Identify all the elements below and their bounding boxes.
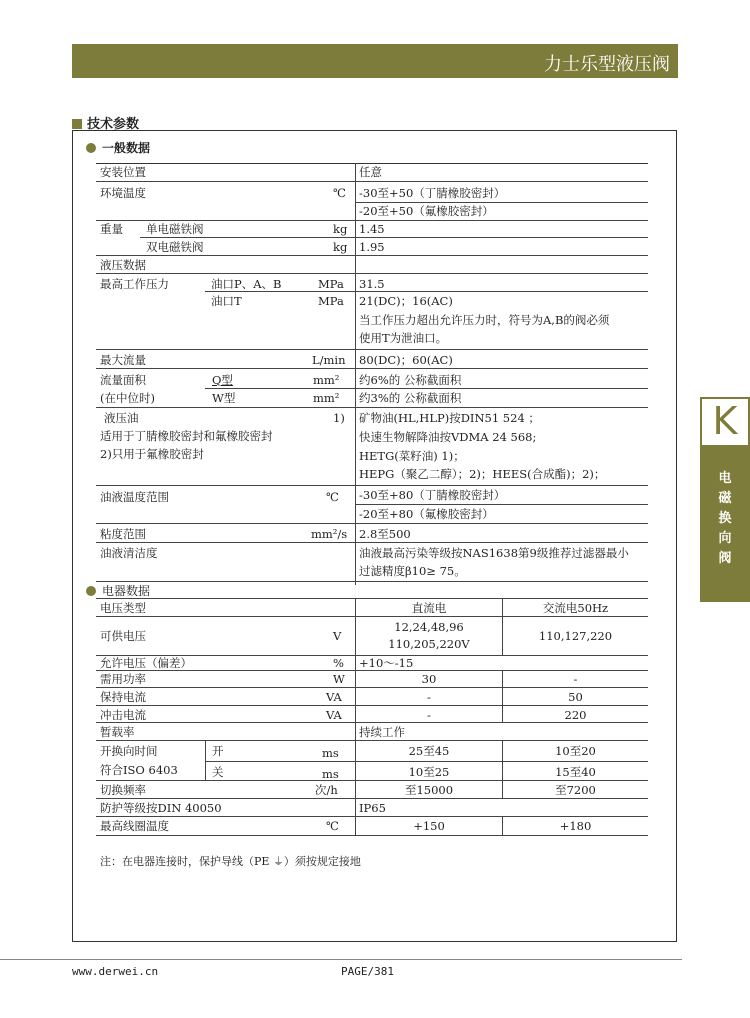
weight-double-label: 双电磁铁阀 xyxy=(146,240,204,254)
inrush-label: 冲击电流 xyxy=(100,708,146,722)
avail-label: 可供电压 xyxy=(100,629,146,643)
fluid-value-2: 快速生物解降油按VDMA 24 568; xyxy=(359,430,537,444)
on-label: 开 xyxy=(212,744,224,758)
oiltemp-value-fkm: -20至+80（氟橡胶密封） xyxy=(359,507,494,521)
footer-website[interactable]: www.derwei.cn xyxy=(72,965,159,978)
on-dc: 25至45 xyxy=(408,744,450,758)
chapter-title: 电 磁 换 向 阀 xyxy=(718,471,732,566)
hold-unit: VA xyxy=(326,690,342,704)
protect-label: 防护等级按DIN 40050 xyxy=(100,801,222,815)
mount-label: 安装位置 xyxy=(100,165,146,179)
power-unit: W xyxy=(333,672,345,686)
maxpress-label: 最高工作压力 xyxy=(100,277,169,291)
w-type-label: W型 xyxy=(212,391,236,405)
footer-page-number: PAGE/381 xyxy=(341,965,394,978)
freq-ac: 至7200 xyxy=(555,783,596,797)
q-type-value: 约6%的 公称截面积 xyxy=(359,373,462,387)
clean-label: 油液清洁度 xyxy=(100,546,158,560)
power-ac: - xyxy=(573,672,578,686)
fluid-value-4: HEPG（聚乙二醇）；2)；HEES(合成酯)；2)； xyxy=(359,467,606,481)
clean-value-2: 过滤精度β10≥ 75。 xyxy=(359,564,466,578)
inrush-unit: VA xyxy=(326,708,342,722)
power-label: 需用功率 xyxy=(100,672,146,686)
off-ac: 15至40 xyxy=(555,765,596,779)
tol-value: +10～-15 xyxy=(359,656,414,670)
hold-label: 保持电流 xyxy=(100,690,146,704)
page-header-bar xyxy=(72,44,678,78)
coiltemp-dc: +150 xyxy=(413,819,445,833)
page-header-title: 力士乐型液压阀 xyxy=(544,54,670,75)
weight-label: 重量 xyxy=(100,222,123,236)
on-ac: 10至20 xyxy=(555,744,596,758)
ground-note: 注：在电器连接时，保护导线（PE ⏚）须按规定接地 xyxy=(100,855,361,868)
weight-unit-single: kg xyxy=(333,222,348,236)
general-heading: 一般数据 xyxy=(86,139,150,156)
w-area-unit: mm² xyxy=(313,391,340,405)
avail-dc-1: 12,24,48,96 xyxy=(394,620,464,634)
clean-value-1: 油液最高污染等级按NAS1638第9级推荐过滤器最小 xyxy=(359,546,629,560)
oiltemp-label: 油液温度范围 xyxy=(100,490,169,504)
maxflow-unit: L/min xyxy=(312,353,346,367)
ambient-value-nbr: -30至+50（丁腈橡胶密封） xyxy=(359,186,506,200)
circle-bullet-icon xyxy=(86,143,96,153)
inrush-dc: - xyxy=(427,708,431,722)
q-type-label: Q型 xyxy=(212,373,233,387)
switch-iso-label: 符合ISO 6403 xyxy=(100,763,178,777)
on-ms-unit: ms xyxy=(322,746,339,760)
maxflow-value: 80(DC)；60(AC) xyxy=(359,353,453,367)
q-area-unit: mm² xyxy=(313,373,340,387)
visc-unit: mm²/s xyxy=(311,527,348,541)
mpa-unit-t: MPa xyxy=(318,294,344,308)
ambient-unit: ℃ xyxy=(333,186,346,200)
port-t-label: 油口T xyxy=(211,294,242,308)
ambient-value-fkm: -20至+50（氟橡胶密封） xyxy=(359,204,494,218)
switch-time-label: 开换向时间 xyxy=(100,744,158,758)
press-t-value: 21(DC)；16(AC) xyxy=(359,294,453,308)
hold-ac: 50 xyxy=(568,690,583,704)
fluid-value-1: 矿物油(HL,HLP)按DIN51 524 ； xyxy=(359,411,540,425)
fluid-note-1: 适用于丁腈橡胶密封和氟橡胶密封 xyxy=(100,429,273,443)
freq-dc: 至15000 xyxy=(404,783,454,797)
center-label: (在中位时) xyxy=(100,391,155,405)
freq-unit: 次/h xyxy=(315,783,338,797)
off-label: 关 xyxy=(212,765,224,779)
avail-dc-2: 110,205,220V xyxy=(388,637,470,651)
hydraulic-heading: 液压数据 xyxy=(100,258,146,272)
oiltemp-unit: ℃ xyxy=(326,490,339,504)
press-note-2: 使用T为泄油口。 xyxy=(359,331,448,345)
fluid-value-3: HETG(菜籽油) 1)； xyxy=(359,449,465,463)
port-pab-label: 油口P、A、B xyxy=(211,277,282,291)
visc-value: 2.8至500 xyxy=(359,527,411,541)
fluid-label: 液压油 xyxy=(104,411,139,425)
flowarea-label: 流量面积 xyxy=(100,373,146,387)
press-pab-value: 31.5 xyxy=(359,277,385,291)
fluid-note-2: 2)只用于氟橡胶密封 xyxy=(100,447,204,461)
press-note-1: 当工作压力超出允许压力时，符号为A,B的阀必须 xyxy=(359,313,610,327)
mpa-unit-pab: MPa xyxy=(318,277,344,291)
tol-unit: % xyxy=(333,656,344,670)
chapter-letter: K xyxy=(700,397,750,447)
coiltemp-ac: +180 xyxy=(559,819,592,833)
tol-label: 允许电压（偏差） xyxy=(100,656,192,670)
mount-value: 任意 xyxy=(359,165,382,179)
freq-label: 切换频率 xyxy=(100,783,146,797)
ac-column-header: 交流电50Hz xyxy=(542,601,609,615)
inrush-ac: 220 xyxy=(564,708,587,722)
weight-double-value: 1.95 xyxy=(359,240,385,254)
w-type-value: 约3%的 公称截面积 xyxy=(359,391,462,405)
dc-column-header: 直流电 xyxy=(411,601,447,615)
duty-value: 持续工作 xyxy=(359,725,405,739)
ambient-label: 环境温度 xyxy=(100,186,146,200)
volttype-label: 电压类型 xyxy=(100,601,146,615)
coiltemp-unit: ℃ xyxy=(326,819,339,833)
electrical-heading: 电器数据 xyxy=(86,582,150,599)
power-dc: 30 xyxy=(421,672,437,686)
off-dc: 10至25 xyxy=(408,765,450,779)
weight-single-label: 单电磁铁阀 xyxy=(146,222,204,236)
fluid-ref: 1) xyxy=(333,411,345,425)
coiltemp-label: 最高线圈温度 xyxy=(100,819,169,833)
weight-unit-double: kg xyxy=(333,240,348,254)
duty-label: 暂载率 xyxy=(100,725,135,739)
chapter-side-tab[interactable] xyxy=(700,397,750,602)
off-ms-unit: ms xyxy=(322,767,339,781)
hold-dc: - xyxy=(427,690,431,704)
avail-unit: V xyxy=(333,629,342,643)
weight-single-value: 1.45 xyxy=(359,222,385,236)
visc-label: 粘度范围 xyxy=(100,527,146,541)
circle-bullet-icon xyxy=(86,586,96,596)
oiltemp-value-nbr: -30至+80（丁腈橡胶密封） xyxy=(359,488,506,502)
footer-divider xyxy=(0,959,682,960)
section-heading: 技术参数 xyxy=(72,113,139,132)
maxflow-label: 最大流量 xyxy=(100,353,146,367)
square-bullet-icon xyxy=(72,119,82,129)
avail-ac: 110,127,220 xyxy=(538,629,613,643)
protect-value: IP65 xyxy=(359,801,386,815)
